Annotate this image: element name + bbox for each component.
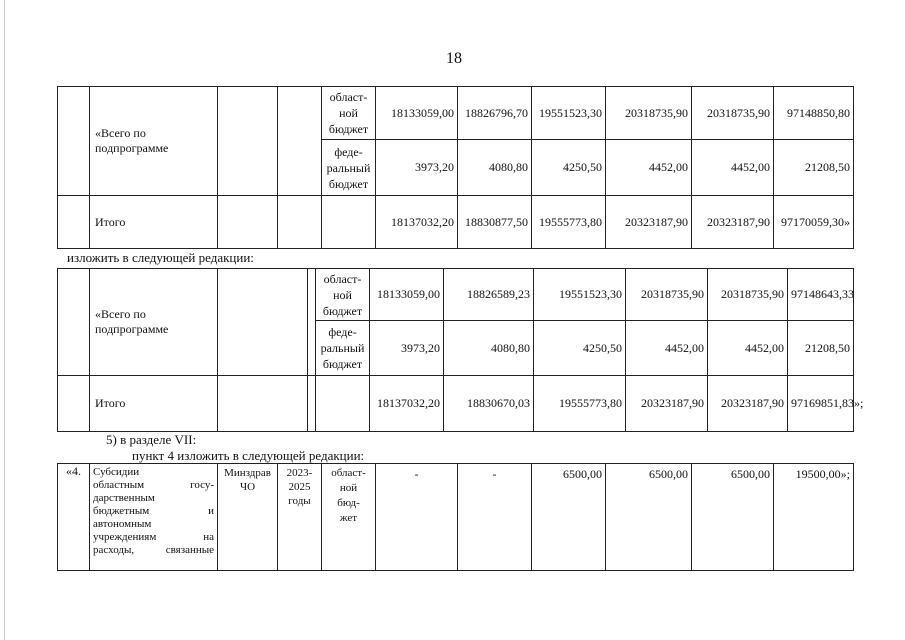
value-cell: 97148850,80 (774, 87, 854, 140)
item-number: «4. (58, 464, 90, 571)
value-cell: 20323187,90 (708, 376, 788, 432)
executor-cell (218, 196, 278, 249)
source-cell (322, 196, 376, 249)
value-cell: 20318735,90 (626, 269, 708, 321)
item-name-line: бюджетным и (93, 505, 214, 517)
executor-cell (218, 87, 278, 196)
value-cell: 20318735,90 (606, 87, 692, 140)
source-cell: област- ной бюд- жет (322, 464, 376, 571)
page-number: 18 (446, 50, 462, 67)
value-cell: 19551523,30 (534, 269, 626, 321)
value-cell: 4452,00 (708, 321, 788, 376)
value-cell: 3973,20 (376, 140, 458, 196)
item-name-line: расходы, связанные (93, 544, 214, 556)
value-cell: - (376, 464, 458, 571)
value-cell: 20323187,90 (626, 376, 708, 432)
value-cell: 20318735,90 (708, 269, 788, 321)
source-cell: област- ной бюджет (316, 269, 370, 321)
value-cell: - (458, 464, 532, 571)
table-row (58, 464, 854, 571)
item-name-line: дарственным (93, 492, 155, 504)
section-heading: 5) в разделе VII: (106, 432, 197, 447)
value-cell: 18133059,00 (376, 87, 458, 140)
value-cell: 4250,50 (532, 140, 606, 196)
executor-cell (218, 269, 308, 376)
table-row (58, 269, 854, 321)
item-name-line: областным госу- (93, 479, 214, 491)
table-row (58, 87, 854, 140)
period-cell (278, 196, 322, 249)
value-cell: 18137032,20 (376, 196, 458, 249)
value-cell: 3973,20 (370, 321, 444, 376)
value-cell: 4080,80 (444, 321, 534, 376)
value-cell: 20318735,90 (692, 87, 774, 140)
source-cell: област- ной бюджет (322, 87, 376, 140)
point-instruction: пункт 4 изложить в следующей редакции: (132, 448, 365, 463)
executor-cell (218, 376, 308, 432)
row-label: «Всего по подпрограмме (90, 269, 218, 376)
page-edge-line (4, 0, 5, 640)
value-cell: 18830877,50 (458, 196, 532, 249)
value-cell: 18830670,03 (444, 376, 534, 432)
value-cell: 19551523,30 (532, 87, 606, 140)
value-cell: 21208,50 (788, 321, 854, 376)
item-name-line: Субсидии (93, 466, 140, 478)
value-cell: 4250,50 (534, 321, 626, 376)
period-cell (308, 269, 316, 376)
value-cell: 21208,50 (774, 140, 854, 196)
funding-table-old (57, 86, 854, 249)
num-cell (58, 269, 90, 376)
period-cell: 2023- 2025 годы (278, 464, 322, 571)
replace-instruction: изложить в следующей редакции: (67, 250, 254, 265)
value-cell: 18826589,23 (444, 269, 534, 321)
value-cell: 97170059,30» (774, 196, 854, 249)
item-name-line: автономным (93, 518, 152, 530)
executor-cell: Минздрав ЧО (218, 464, 278, 571)
value-cell: 6500,00 (606, 464, 692, 571)
value-cell: 4080,80 (458, 140, 532, 196)
item-name-line: учреждениям на (93, 531, 214, 543)
num-cell (58, 87, 90, 196)
period-cell (278, 87, 322, 196)
value-cell: 19555773,80 (534, 376, 626, 432)
table-row (58, 376, 854, 432)
item-name (90, 464, 218, 571)
row-label: Итого (90, 376, 218, 432)
value-cell: 20323187,90 (692, 196, 774, 249)
source-cell (316, 376, 370, 432)
value-cell: 18133059,00 (370, 269, 444, 321)
num-cell (58, 196, 90, 249)
funding-table-new (57, 268, 864, 432)
row-label: «Всего по подпрограмме (90, 87, 218, 196)
source-cell: феде- ральный бюджет (322, 140, 376, 196)
value-cell: 19555773,80 (532, 196, 606, 249)
row-label: Итого (90, 196, 218, 249)
value-cell: 97148643,33 (788, 269, 854, 321)
value-cell: 20323187,90 (606, 196, 692, 249)
value-cell: 6500,00 (692, 464, 774, 571)
subsidy-table (57, 463, 854, 571)
period-cell (308, 376, 316, 432)
value-cell: 4452,00 (692, 140, 774, 196)
value-cell: 4452,00 (626, 321, 708, 376)
num-cell (58, 376, 90, 432)
value-cell: 4452,00 (606, 140, 692, 196)
value-cell: 97169851,83»; (788, 376, 854, 432)
value-cell: 18826796,70 (458, 87, 532, 140)
value-cell: 19500,00»; (774, 464, 854, 571)
value-cell: 6500,00 (532, 464, 606, 571)
table-row (58, 196, 854, 249)
value-cell: 18137032,20 (370, 376, 444, 432)
source-cell: феде- ральный бюджет (316, 321, 370, 376)
